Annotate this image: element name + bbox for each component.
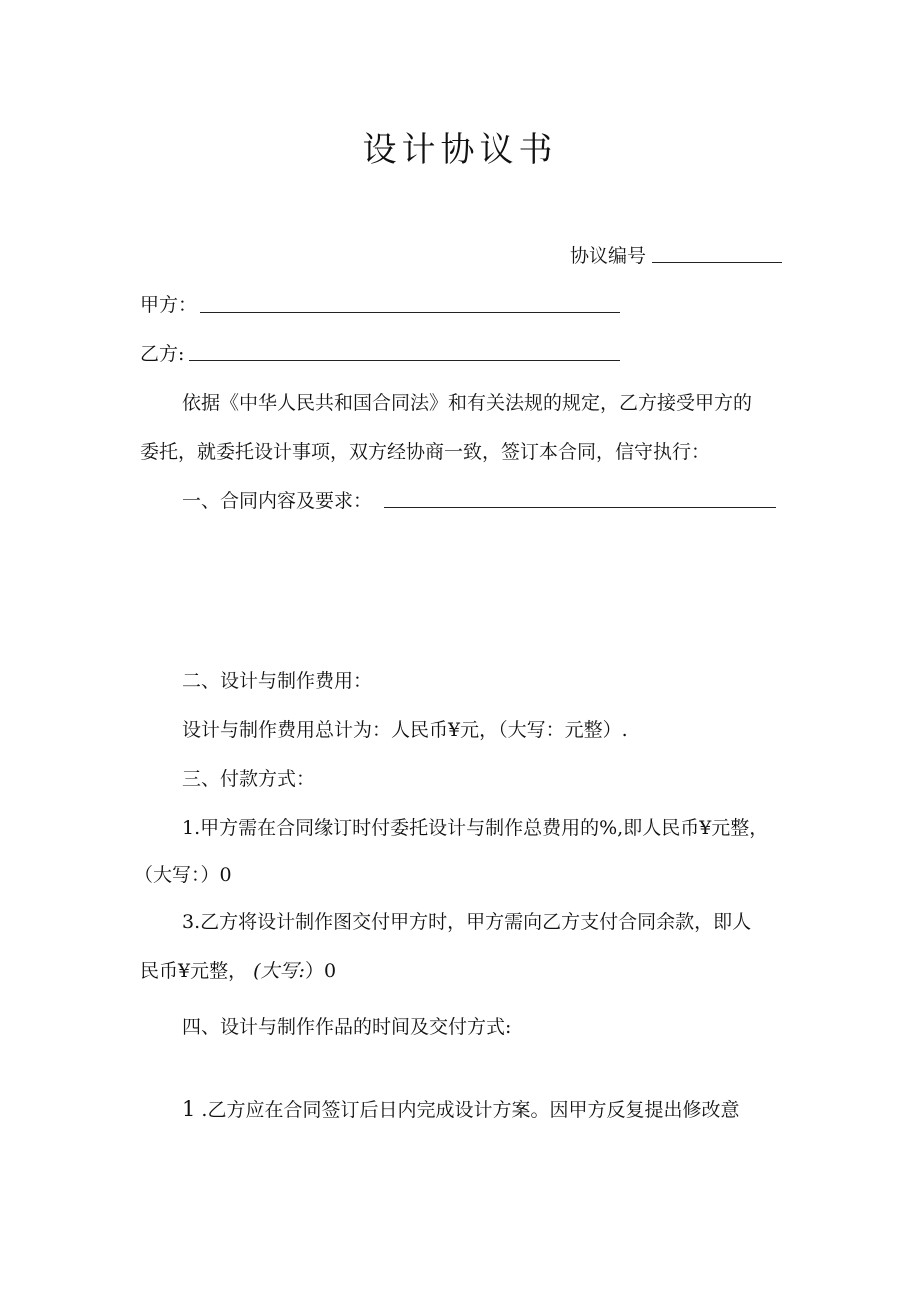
agreement-number-label: 协议编号 <box>570 245 647 267</box>
payment-3-amount-text: 民币¥元整， <box>140 960 248 982</box>
section-2-heading: 二、设计与制作费用： <box>182 670 373 692</box>
section-3-heading: 三、付款方式： <box>182 768 316 790</box>
party-b-label: 乙方: <box>140 343 185 365</box>
payment-1-line-1: 1.甲方需在合同缘订时付委托设计与制作总费用的%,即人民币¥元整， <box>182 817 769 839</box>
party-b-blank[interactable] <box>189 360 620 361</box>
fee-total-line: 设计与制作费用总计为：人民币¥元，（大写：元整）. <box>182 719 628 741</box>
party-a-blank[interactable] <box>200 312 620 313</box>
party-a-label: 甲方： <box>140 294 198 316</box>
document-title: 设计协议书 <box>362 130 558 170</box>
contract-content-blank[interactable] <box>384 507 776 508</box>
payment-1-line-2: （大写：）0 <box>134 864 232 886</box>
delivery-1-text: .乙方应在合同签订后日内完成设计方案。因甲方反复提出修改意 <box>201 1099 740 1121</box>
delivery-1-number: 1 <box>182 1097 196 1121</box>
intro-line-2: 委托，就委托设计事项，双方经协商一致，签订本合同，信守执行： <box>140 441 711 463</box>
payment-3-capital-label: (大写: <box>253 960 305 982</box>
intro-line-1: 依据《中华人民共和国合同法》和有关法规的规定，乙方接受甲方的 <box>182 392 753 414</box>
section-4-heading: 四、设计与制作作品的时间及交付方式: <box>182 1016 512 1038</box>
delivery-1-line <box>182 1096 739 1123</box>
section-1-heading: 一、合同内容及要求： <box>182 490 373 512</box>
agreement-number-blank[interactable] <box>652 262 782 263</box>
payment-3-line-2 <box>140 958 336 984</box>
payment-3-line-1: 3.乙方将设计制作图交付甲方时，甲方需向乙方支付合同余款，即人 <box>182 911 752 933</box>
payment-3-capital-end: ）0 <box>304 960 337 982</box>
